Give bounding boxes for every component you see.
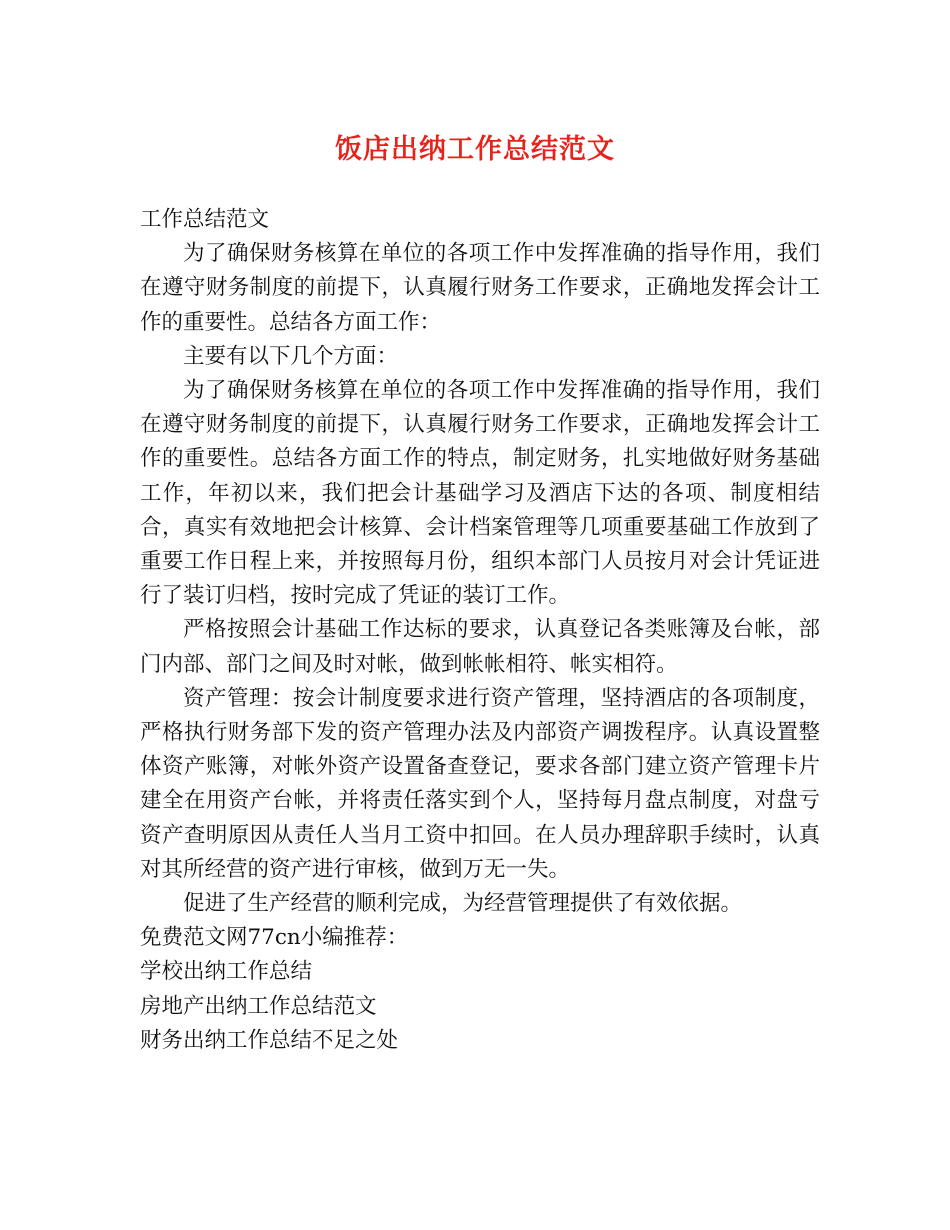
paragraph: 资产管理：按会计制度要求进行资产管理，坚持酒店的各项制度，严格执行财务部下发的资产管理办法及内部资产调拨程序。认真设置整体资产账簿，对帐外资产设置备查登记，要求各部门建立资产管理卡片建全在用资产台帐，并将责任落实到个人，坚持每月盘点制度，对盘亏资产查明原因从责任人当月工资中扣回。在人员办理辞职手续时，认真对其所经营的资产进行审核，做到万无一失。 bbox=[140, 685, 820, 882]
paragraph-heading: 工作总结范文 bbox=[140, 207, 270, 232]
recommended-link: 财务出纳工作总结不足之处 bbox=[140, 1027, 399, 1053]
paragraph: 促进了生产经营的顺利完成，为经营管理提供了有效依据。 bbox=[183, 891, 743, 917]
recommendation-heading: 免费范文网77cn小编推荐： bbox=[140, 925, 409, 951]
document-title: 饭店出纳工作总结范文 bbox=[335, 134, 615, 165]
paragraph: 严格按照会计基础工作达标的要求，认真登记各类账簿及台帐，部门内部、部门之间及时对帐，做到帐帐相符、帐实相符。 bbox=[140, 617, 820, 677]
paragraph: 为了确保财务核算在单位的各项工作中发挥准确的指导作用，我们在遵守财务制度的前提下，认真履行财务工作要求，正确地发挥会计工作的重要性。总结各方面工作的特点，制定财务，扎实地做好财务基础工作，年初以来，我们把会计基础学习及酒店下达的各项、制度相结合，真实有效地把会计核算、会计档案管理等几项重要基础工作放到了重要工作日程上来，并按照每月份，组织本部门人员按月对会计凭证进行了装订归档，按时完成了凭证的装订工作。 bbox=[140, 378, 820, 609]
paragraph: 主要有以下几个方面： bbox=[183, 343, 399, 369]
document-body bbox=[140, 203, 820, 1058]
recommended-link: 学校出纳工作总结 bbox=[140, 959, 313, 985]
paragraph: 为了确保财务核算在单位的各项工作中发挥准确的指导作用，我们在遵守财务制度的前提下，认真履行财务工作要求，正确地发挥会计工作的重要性。总结各方面工作： bbox=[140, 241, 820, 335]
recommended-link: 房地产出纳工作总结范文 bbox=[140, 993, 377, 1019]
